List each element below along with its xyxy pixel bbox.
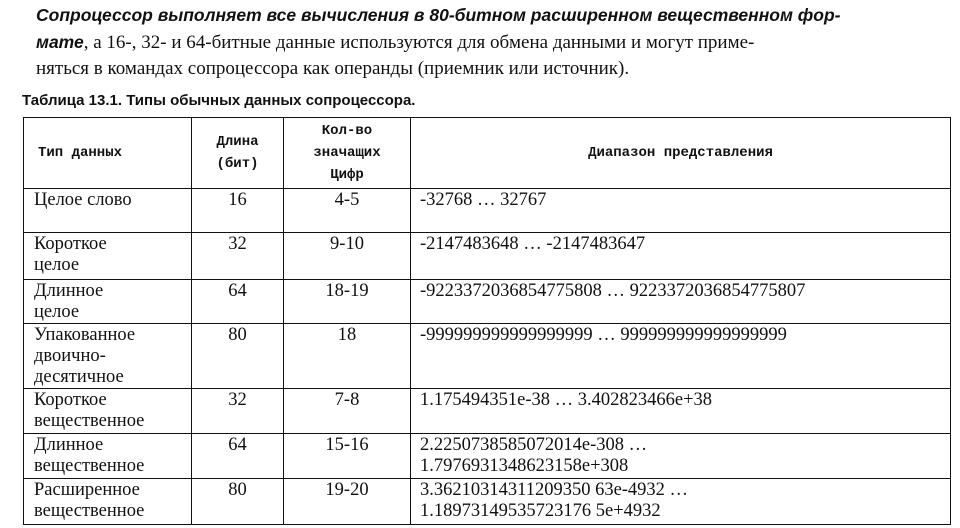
cell-type: Целое слово bbox=[24, 189, 192, 233]
cell-length: 80 bbox=[192, 479, 284, 525]
cell-range: -9223372036854775808 … 9223372036854775807 bbox=[411, 280, 951, 324]
table-row bbox=[24, 434, 951, 479]
header-digits: Кол-во значащих Цифр bbox=[284, 118, 411, 189]
cell-type: Расширенное вещественное bbox=[24, 479, 192, 525]
data-types-table bbox=[23, 117, 951, 525]
cell-range: 3.36210314311209350 63e-4932 … 1.18973149535723176 5e+4932 bbox=[411, 479, 951, 525]
cell-range: -2147483648 … -2147483647 bbox=[411, 233, 951, 280]
table-caption: Таблица 13.1. Типы обычных данных сопроцессора. bbox=[22, 92, 416, 109]
cell-type: Короткое вещественное bbox=[24, 389, 192, 434]
table-row bbox=[24, 189, 951, 233]
cell-length: 32 bbox=[192, 233, 284, 280]
cell-length: 64 bbox=[192, 280, 284, 324]
header-length: Длина (бит) bbox=[192, 118, 284, 189]
cell-type: Длинное вещественное bbox=[24, 434, 192, 479]
table-row bbox=[24, 280, 951, 324]
table-header-row bbox=[24, 118, 951, 189]
table-row bbox=[24, 324, 951, 389]
header-range: Диапазон представления bbox=[411, 118, 951, 189]
cell-digits: 7-8 bbox=[284, 389, 411, 434]
intro-emphasis: Сопроцессор выполняет все вычисления в 80-битном расширенном вещественном фор- bbox=[36, 5, 841, 25]
cell-length: 32 bbox=[192, 389, 284, 434]
cell-digits: 4-5 bbox=[284, 189, 411, 233]
cell-digits: 15-16 bbox=[284, 434, 411, 479]
intro-text-line3: няться в командах сопроцессора как операнды (приемник или источник). bbox=[36, 58, 630, 79]
intro-paragraph bbox=[36, 2, 940, 82]
table-row bbox=[24, 389, 951, 434]
table-row bbox=[24, 479, 951, 525]
cell-range: 1.175494351e-38 … 3.402823466e+38 bbox=[411, 389, 951, 434]
cell-digits: 9-10 bbox=[284, 233, 411, 280]
cell-length: 16 bbox=[192, 189, 284, 233]
cell-digits: 18 bbox=[284, 324, 411, 389]
cell-range: 2.2250738585072014e-308 … 1.7976931348623158e+308 bbox=[411, 434, 951, 479]
cell-type: Длинное целое bbox=[24, 280, 192, 324]
table-row bbox=[24, 233, 951, 280]
header-type: Тип данных bbox=[24, 118, 192, 189]
cell-type: Короткое целое bbox=[24, 233, 192, 280]
intro-text-line2: , а 16-, 32- и 64-битные данные используются для обмена данными и могут приме- bbox=[83, 32, 755, 53]
cell-range: -999999999999999999 … 999999999999999999 bbox=[411, 324, 951, 389]
cell-length: 80 bbox=[192, 324, 284, 389]
cell-range: -32768 … 32767 bbox=[411, 189, 951, 233]
intro-emphasis-end: мате bbox=[36, 32, 84, 52]
cell-type: Упакованное двоично- десятичное bbox=[24, 324, 192, 389]
cell-digits: 18-19 bbox=[284, 280, 411, 324]
cell-digits: 19-20 bbox=[284, 479, 411, 525]
cell-length: 64 bbox=[192, 434, 284, 479]
